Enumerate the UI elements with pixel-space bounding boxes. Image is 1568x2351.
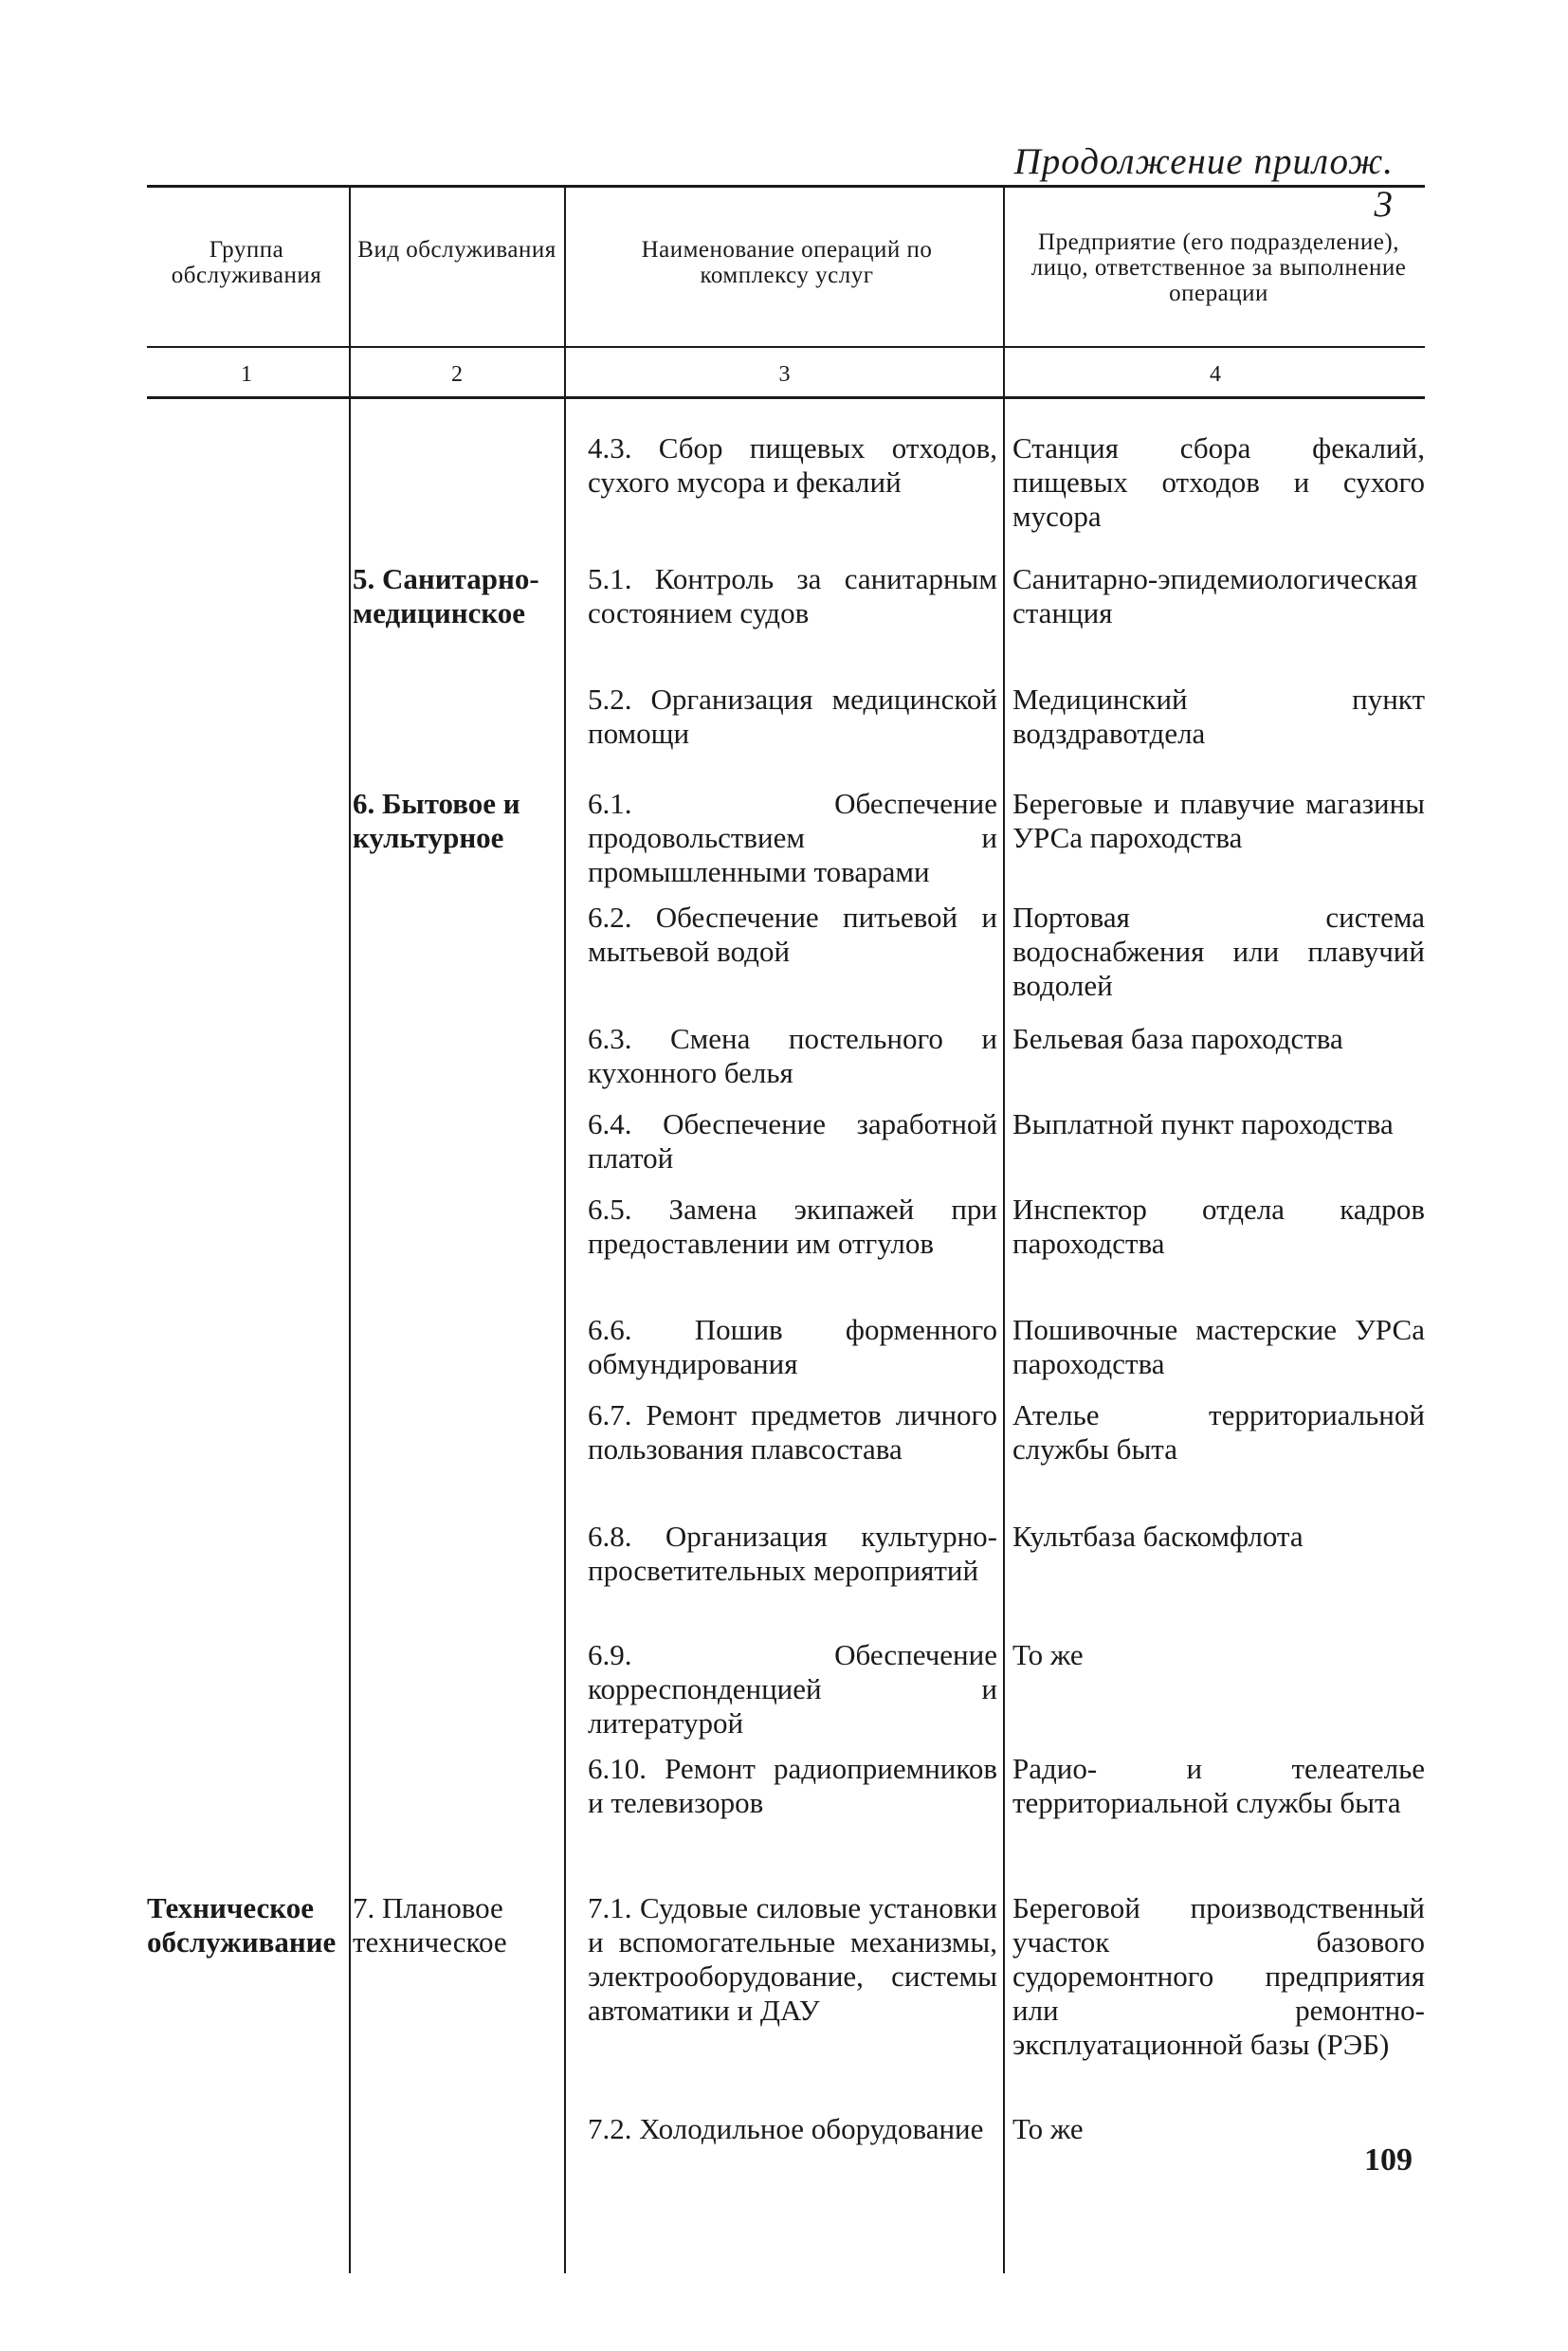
responsible-item: Медицинский пункт водздравотдела [1012, 683, 1425, 750]
responsible-item: Портовая система водоснабжения или плавучий водолей [1012, 901, 1425, 1002]
operation-item: 6.4. Обеспечение заработной платой [588, 1107, 997, 1175]
responsible-item: Станция сбора фекалий, пищевых отходов и сухого мусора [1012, 431, 1425, 533]
header-kind: Вид обслуживания [357, 237, 556, 263]
page-number: 109 [1364, 2142, 1413, 2178]
table-caption: Продолжение прилож. 3 [1013, 141, 1394, 225]
operation-item: 7.1. Судовые силовые установки и вспомогательные механизмы, электрооборудование, системы автоматики и ДАУ [588, 1891, 997, 2027]
column-number: 1 [241, 362, 252, 387]
column-divider-3 [1003, 188, 1005, 2273]
operation-item: 6.3. Смена постельного и кухонного белья [588, 1022, 997, 1089]
responsible-item: Инспектор отдела кадров пароходства [1012, 1193, 1425, 1260]
responsible-item: Выплатной пункт пароходства [1012, 1107, 1394, 1140]
operation-item: 6.6. Пошив форменного обмундирования [588, 1313, 997, 1380]
operation-item: 5.1. Контроль за санитарным состоянием судов [588, 562, 997, 629]
operation-item: 6.9. Обеспечение корреспонденцией и литературой [588, 1638, 997, 1740]
responsible-item: Культбаза баскомфлота [1012, 1520, 1304, 1553]
column-number: 2 [451, 362, 463, 387]
header-bottom-rule [147, 346, 1425, 348]
operation-item: 6.1. Обеспечение продовольствием и промышленными товарами [588, 787, 997, 888]
kind-label-technical: 7. Плановое техническое [353, 1891, 507, 1959]
number-row-rule [147, 396, 1425, 399]
operation-item: 6.5. Замена экипажей при предоставлении им отгулов [588, 1193, 997, 1260]
column-number: 4 [1210, 362, 1221, 387]
group-label-technical: Техническое обслуживание [147, 1891, 337, 1959]
kind-label-domestic: 6. Бытовое и культурное [353, 787, 520, 854]
responsible-item: Береговой производственный участок базового судоремонтного предприятия или ремонтно-эксплуатационной базы (РЭБ) [1012, 1891, 1425, 2061]
column-divider-1 [349, 188, 351, 2273]
operation-item: 4.3. Сбор пищевых отходов, сухого мусора и фекалий [588, 431, 997, 499]
operation-item: 6.10. Ремонт радиоприемников и телевизоров [588, 1752, 997, 1819]
column-number: 3 [778, 362, 791, 387]
operation-item: 7.2. Холодильное оборудование [588, 2112, 984, 2145]
responsible-item: То же [1012, 1638, 1084, 1671]
responsible-item: Радио- и телеателье территориальной службы быта [1012, 1752, 1425, 1819]
responsible-item: Бельевая база пароходства [1012, 1022, 1343, 1055]
column-divider-2 [564, 188, 566, 2273]
operation-item: 6.8. Организация культурно-просветительных мероприятий [588, 1520, 997, 1587]
header-operation: Наименование операций по комплексу услуг [641, 237, 933, 288]
operation-item: 5.2. Организация медицинской помощи [588, 683, 997, 750]
responsible-item: То же [1012, 2112, 1084, 2145]
header-group: Группа обслуживания [171, 237, 322, 288]
operation-item: 6.7. Ремонт предметов личного пользования плавсостава [588, 1398, 997, 1466]
responsible-item: Береговые и плавучие магазины УРСа пароходства [1012, 787, 1425, 854]
header-responsible: Предприятие (его подразделение), лицо, ответственное за выполнение операции [1030, 229, 1407, 306]
table-top-rule [147, 185, 1425, 188]
operation-item: 6.2. Обеспечение питьевой и мытьевой водой [588, 901, 997, 968]
kind-label-sanitary: 5. Санитарно-медицинское [353, 562, 539, 629]
responsible-item: Санитарно-эпидемиологическая станция [1012, 562, 1418, 629]
responsible-item: Ателье территориальной службы быта [1012, 1398, 1425, 1466]
responsible-item: Пошивочные мастерские УРСа пароходства [1012, 1313, 1425, 1380]
